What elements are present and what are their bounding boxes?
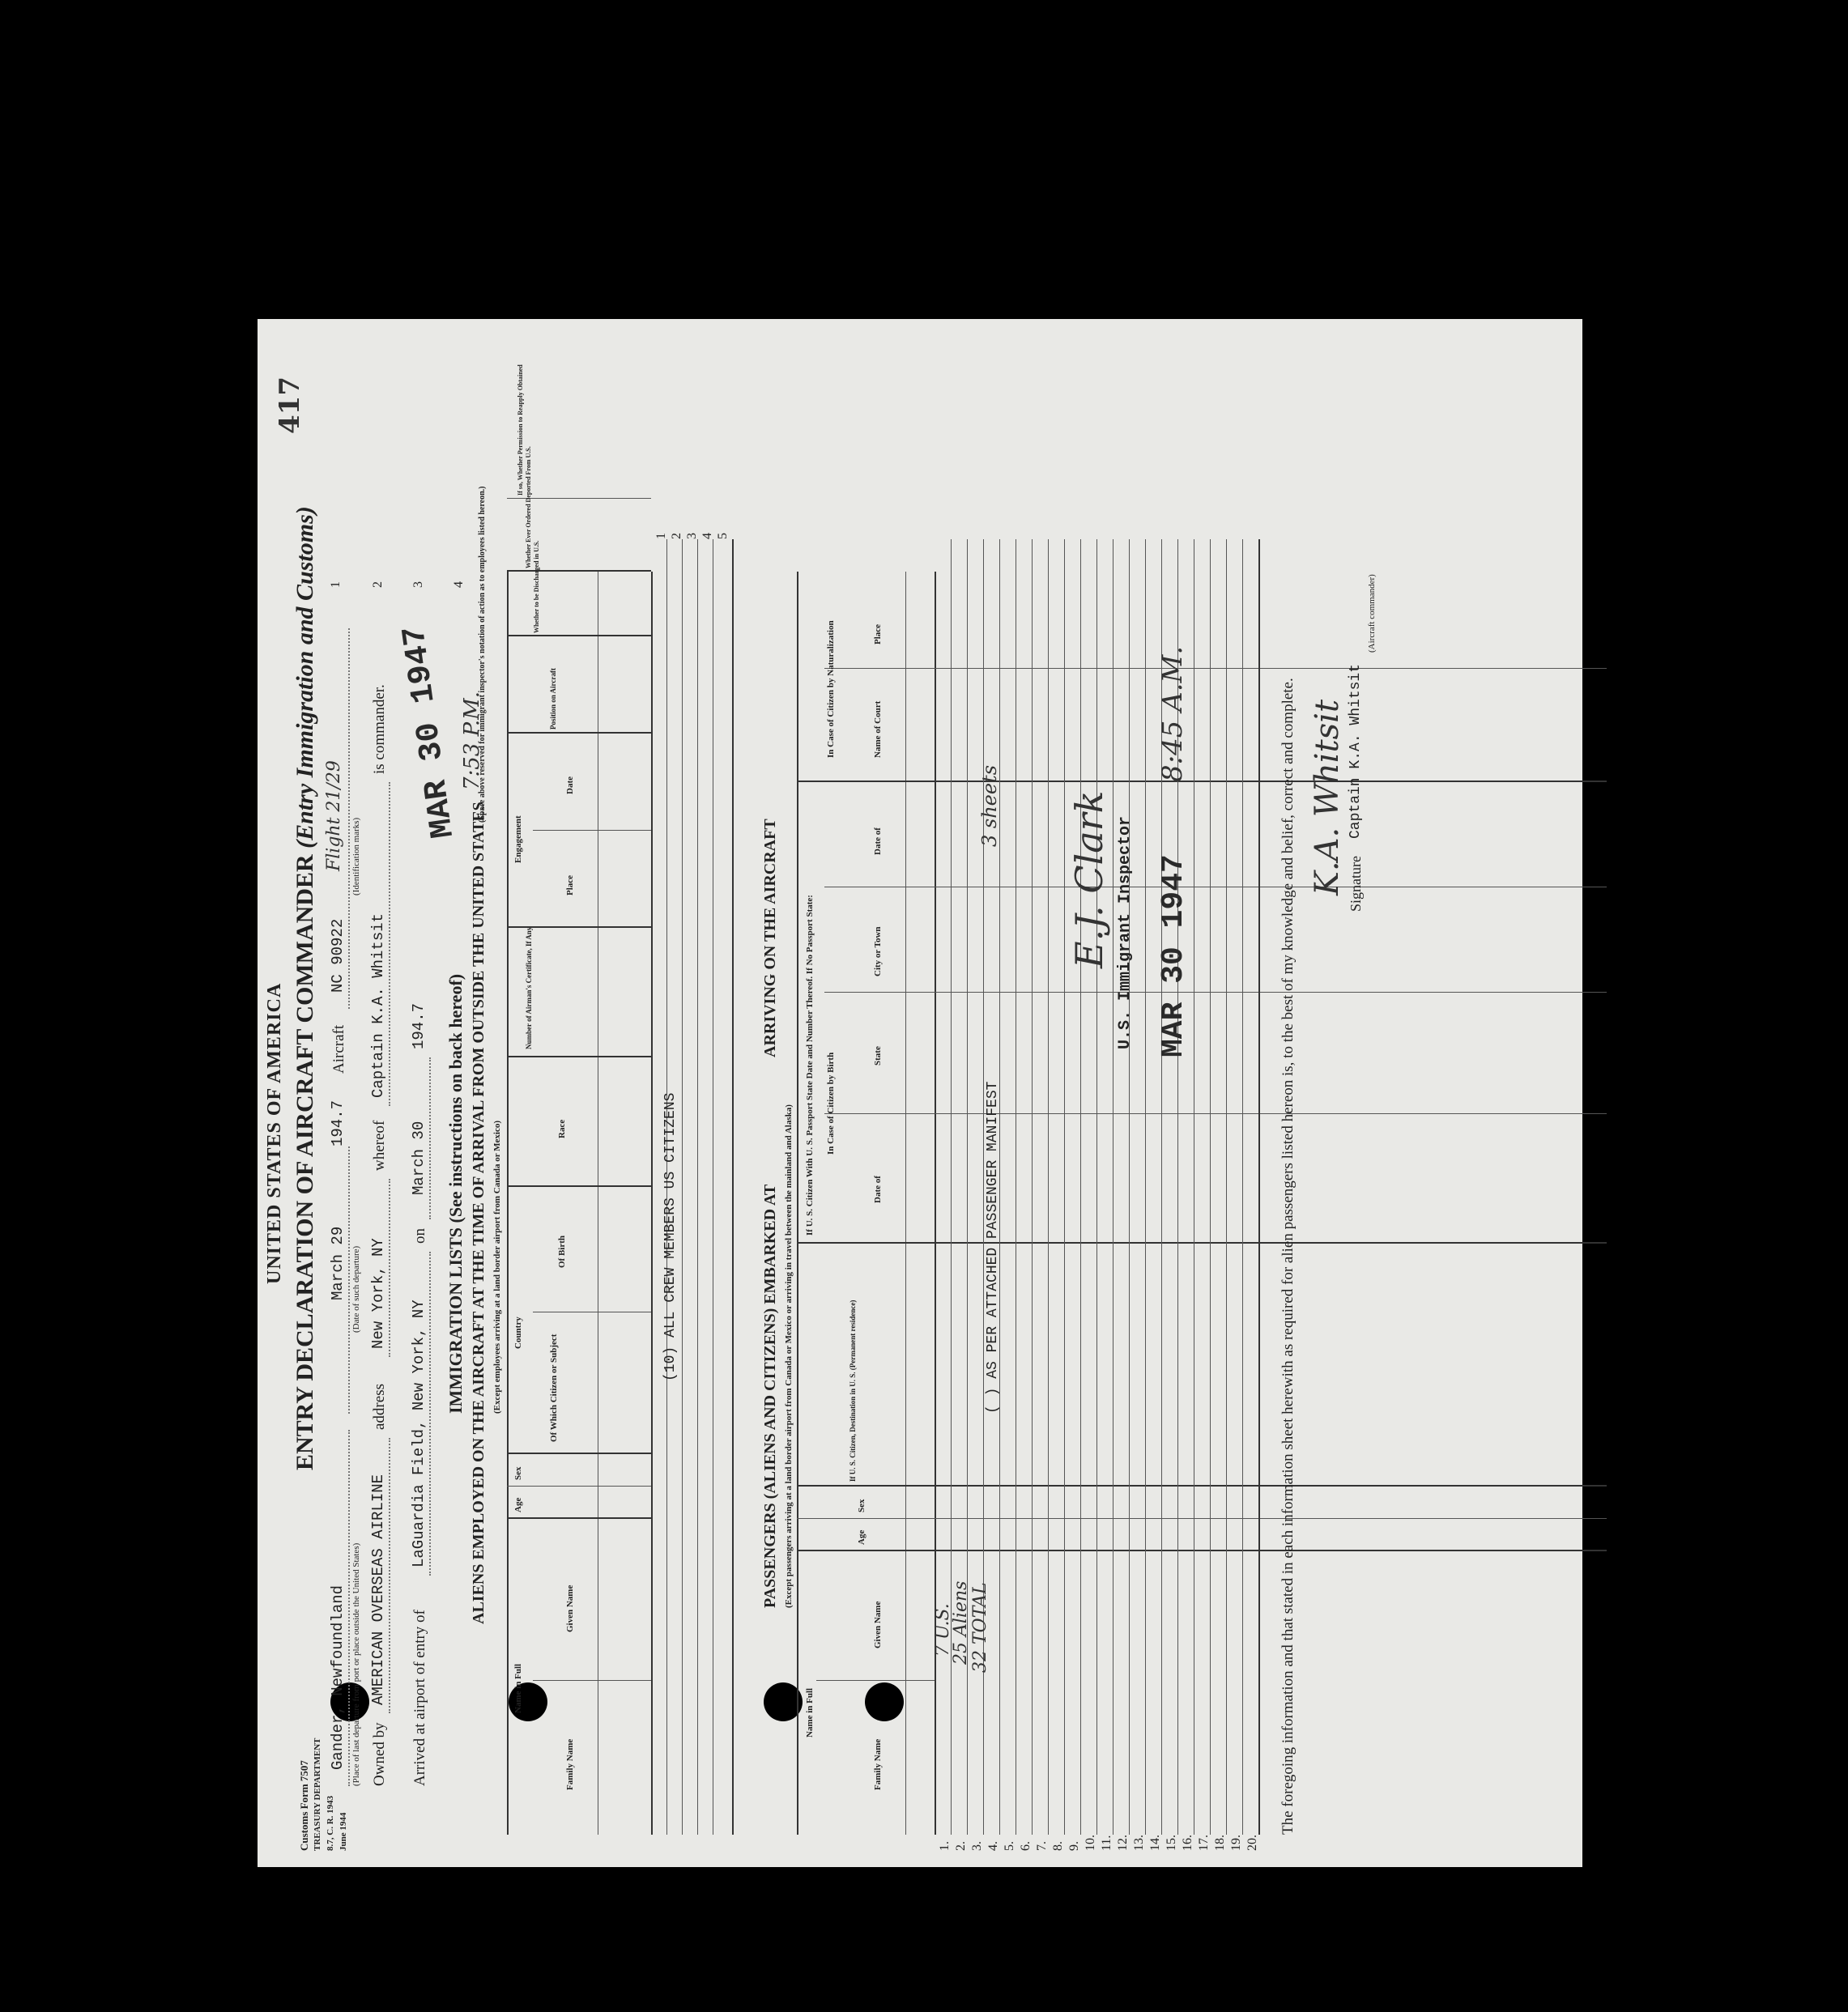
line-num-3: 3 <box>411 581 425 588</box>
on-label: on <box>411 1228 428 1244</box>
passengers-heading: PASSENGERS (ALIENS AND CITIZENS) EMBARKED AT <box>761 1184 779 1608</box>
pass-col-by-naturalization: In Case of Citizen by Naturalization <box>826 620 836 758</box>
page-number: 417 <box>274 376 306 434</box>
imm-row-5: 5 <box>716 533 730 539</box>
inspector-title: U.S. Immigrant Inspector <box>1116 815 1135 1049</box>
imm-col-date: Date <box>565 776 575 794</box>
departure-date: March 29 <box>329 1226 347 1300</box>
count-us: 7 U.S. <box>933 1603 953 1657</box>
form-title-main: ENTRY DECLARATION OF AIRCRAFT COMMANDER <box>292 854 318 1470</box>
pass-col-passport: If U. S. Citizen With U. S. Passport State Date and Number Thereof. If No Passport State: <box>805 895 815 1236</box>
line-num-2: 2 <box>371 581 385 588</box>
departure-place: Gander, Newfoundland <box>329 1585 347 1770</box>
aircraft-label: Aircraft <box>330 1024 347 1074</box>
immigration-subheading: ALIENS EMPLOYED ON THE AIRCRAFT AT THE TIME OF ARRIVAL FROM OUTSIDE THE UNITED STATES <box>470 802 488 1624</box>
form-id-2: TREASURY DEPARTMENT <box>313 1738 322 1851</box>
line-num-4: 4 <box>452 581 466 588</box>
pass-row-18: 18. <box>1213 1835 1227 1851</box>
form-id-4: June 1944 <box>339 1812 348 1851</box>
pass-col-court: Name of Court <box>873 700 883 758</box>
pass-col-sex: Sex <box>857 1499 867 1512</box>
pass-row-13: 13. <box>1132 1835 1146 1851</box>
address-label: address <box>371 1384 388 1430</box>
id-caption: (Identification marks) <box>351 817 361 895</box>
immigration-heading: IMMIGRATION LISTS (See instructions on back hereof) <box>445 973 466 1414</box>
pass-row-15: 15. <box>1165 1835 1178 1851</box>
reserved-note: (Space above reserved for immigrant inspector's notation of action as to employees listed hereon.) <box>478 486 487 823</box>
line-num-1: 1 <box>329 581 343 588</box>
punch-hole-4 <box>865 1682 904 1721</box>
imm-row-4: 4 <box>700 533 714 539</box>
pass-row-16: 16. <box>1181 1835 1194 1851</box>
pass-col-city: City or Town <box>873 926 883 976</box>
owned-by-label: Owned by <box>371 1722 388 1786</box>
sheets-note: 3 sheets <box>978 764 1001 847</box>
signature-handwritten: K.A. Whitsit <box>1309 699 1346 895</box>
arrival-airport: LaGuardia Field, New York, NY <box>410 1300 428 1567</box>
imm-col-race: Race <box>557 1119 567 1138</box>
pass-row-14: 14. <box>1148 1835 1162 1851</box>
imm-row-3: 3 <box>685 533 699 539</box>
imm-col-discharged: Whether to be Discharged in U.S. <box>533 540 540 633</box>
immigration-note: (Except employees arriving at a land border airport from Canada or Mexico) <box>492 1120 502 1414</box>
inspection-stamp: MAR 30 1947 <box>1156 854 1191 1057</box>
form-country: UNITED STATES OF AMERICA <box>264 982 285 1284</box>
date-caption: (Date of such departure) <box>351 1245 361 1333</box>
arrival-time: 7:53 P.M. <box>460 691 484 790</box>
form-id-3: 8.7, C. R. 1943 <box>326 1795 335 1851</box>
owner: AMERICAN OVERSEAS AIRLINE <box>369 1474 387 1705</box>
pass-row-5: 5. <box>1003 1841 1016 1851</box>
manifest-entry: ( ) AS PER ATTACHED PASSENGER MANIFEST <box>985 1081 1001 1414</box>
pass-col-age: Age <box>857 1529 867 1545</box>
owner-address: New York, NY <box>369 1238 387 1349</box>
pass-row-1: 1. <box>938 1841 952 1851</box>
pass-col-by-birth: In Case of Citizen by Birth <box>826 1052 836 1155</box>
commander-caption: (Aircraft commander) <box>1367 574 1377 653</box>
passengers-note: (Except passengers arriving at a land border airport from Canada or Mexico or arriving in travel between the mainland and Alaska) <box>784 1104 794 1608</box>
imm-row-1: 1 <box>654 533 668 539</box>
imm-col-engagement: Engagement <box>513 815 523 863</box>
pass-row-6: 6. <box>1019 1841 1033 1851</box>
signature-label: Signature <box>1348 856 1364 912</box>
signature-typed: Captain K.A. Whitsit <box>1348 663 1364 839</box>
whereof-label: whereof <box>371 1120 388 1171</box>
imm-col-name-in-full: Name in Full <box>513 1663 523 1713</box>
form-title <box>292 506 319 1470</box>
pass-col-state: State <box>873 1046 883 1066</box>
pass-row-3: 3. <box>970 1841 984 1851</box>
inspector-signature: E.J. Clark <box>1067 790 1111 968</box>
pass-col-family-name: Family Name <box>873 1738 883 1790</box>
inspection-time: 8:45 A.M. <box>1156 645 1189 782</box>
imm-row-2: 2 <box>670 533 683 539</box>
pass-row-10: 10. <box>1084 1835 1097 1851</box>
imm-col-sex: Sex <box>513 1466 523 1480</box>
form-id-1: Customs Form 7507 <box>298 1760 310 1851</box>
commander-name: Captain K.A. Whitsit <box>369 912 387 1098</box>
pass-row-11: 11. <box>1100 1835 1113 1851</box>
imm-col-citizen-of: Of Which Citizen or Subject <box>549 1334 559 1442</box>
imm-col-age: Age <box>513 1497 523 1512</box>
pass-row-8: 8. <box>1051 1841 1065 1851</box>
arrival-date: March 30 <box>410 1121 428 1195</box>
imm-col-permission: If so, Whether Permission to Reapply Obtained <box>517 364 524 496</box>
year-1: 194.7 <box>329 1100 347 1146</box>
document-page <box>258 319 1582 1867</box>
pass-row-12: 12. <box>1116 1835 1130 1851</box>
pass-col-date-of-1: Date of <box>873 1176 883 1203</box>
pass-col-destination: If U. S. Citizen, Destination in U. S. (Permanent residence) <box>849 1300 857 1482</box>
pass-row-2: 2. <box>954 1841 968 1851</box>
flight-note: Flight 21/29 <box>324 760 344 871</box>
pass-row-19: 19. <box>1229 1835 1243 1851</box>
imm-col-given-name: Given Name <box>565 1585 575 1632</box>
pass-col-date-of-2: Date of <box>873 827 883 855</box>
pass-row-17: 17. <box>1197 1835 1211 1851</box>
rotated-form <box>258 319 1582 1867</box>
imm-col-family-name: Family Name <box>565 1738 575 1790</box>
pass-row-9: 9. <box>1067 1841 1081 1851</box>
imm-col-country: Country <box>513 1317 523 1349</box>
pass-col-name-in-full: Name in Full <box>805 1687 815 1738</box>
pass-col-given-name: Given Name <box>873 1601 883 1648</box>
passengers-arriving: ARRIVING ON THE AIRCRAFT <box>761 819 779 1057</box>
pass-row-7: 7. <box>1035 1841 1049 1851</box>
aircraft-id: NC 90922 <box>329 918 347 993</box>
pass-col-place: Place <box>873 623 883 644</box>
pass-row-4: 4. <box>986 1841 1000 1851</box>
imm-col-position: Position on Aircraft <box>549 668 557 730</box>
arrived-label: Arrived at airport of entry of <box>411 1610 428 1786</box>
is-commander: is commander. <box>371 684 388 774</box>
declaration-text: The foregoing information and that stated in each information sheet herewith as required for alien passengers listed hereon is, to the best of my knowledge and belief, correct and complete. <box>1280 678 1297 1835</box>
imm-col-place: Place <box>565 874 575 895</box>
count-total: 32 TOTAL <box>970 1582 990 1673</box>
imm-col-deported: Whether Ever Ordered Deported From U.S. <box>525 446 532 568</box>
year-2: 194.7 <box>410 1002 428 1049</box>
arrival-stamp: MAR 30 1947 <box>396 623 463 840</box>
departure-caption: (Place of last departure from port or place outside the United States) <box>351 1542 361 1786</box>
pass-row-20: 20. <box>1245 1835 1259 1851</box>
imm-col-certificate: Number of Airman's Certificate, If Any <box>525 926 533 1049</box>
imm-col-birth: Of Birth <box>557 1235 567 1268</box>
count-aliens: 25 Aliens <box>951 1580 971 1665</box>
crew-entry: (10) ALL CREW MEMBERS US CITIZENS <box>662 1092 679 1381</box>
form-title-sub: (Entry Immigration and Customs) <box>292 506 318 849</box>
